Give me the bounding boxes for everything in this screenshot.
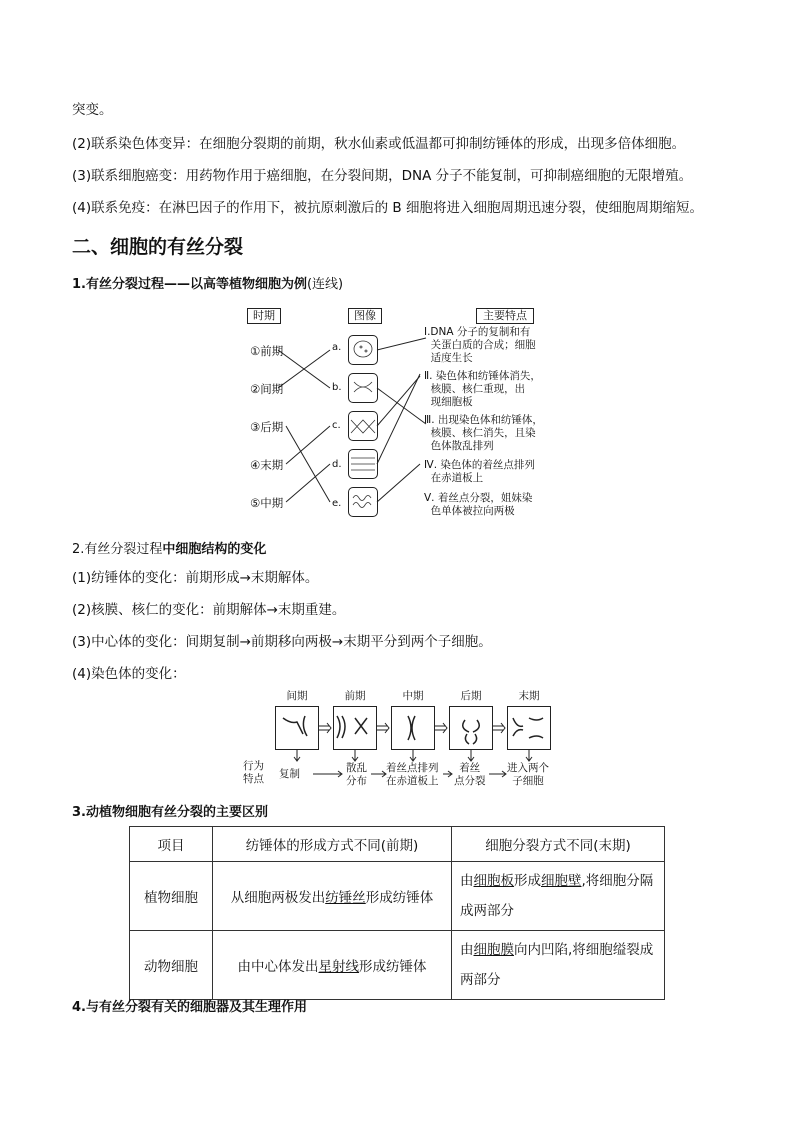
- table-row: [130, 862, 665, 931]
- paragraph-chromosome-variation: (2)联系染色体变异：在细胞分裂期的前期，秋水仙素或低温都可抑制纺锤体的形成，出现多倍体细胞。: [72, 136, 686, 152]
- table-header-spindle: 纺锤体的形成方式不同(前期): [213, 827, 452, 862]
- header-phase: 时期: [247, 308, 281, 324]
- behavior-align: 着丝点排列 在赤道板上: [386, 762, 439, 787]
- subheading-4-bold-2: 生理作用: [254, 1000, 307, 1015]
- stage-metaphase: ⑤中期: [250, 496, 284, 510]
- letter-e: e.: [332, 498, 342, 509]
- subheading-1-bold: 1.有丝分裂过程——以高等植物细胞为例: [72, 277, 307, 292]
- subheading-2: [72, 538, 266, 557]
- table-header-item: 项目: [130, 827, 213, 862]
- cell-text: 向内凹陷,将细胞缢裂成两部分: [460, 942, 654, 988]
- subheading-2-bold: 中细胞结构的变化: [162, 542, 267, 557]
- subheading-1-note: (连线): [306, 277, 344, 292]
- feature-4: Ⅳ. 染色体的着丝点排列 在赤道板上: [424, 459, 535, 484]
- paragraph-immunity: (4)联系免疫：在淋巴因子的作用下，被抗原刺激后的 B 细胞将进入细胞周期迅速分裂，使细胞周期缩短。: [72, 200, 703, 216]
- subheading-4-bold: 4.与有丝分裂有关的细胞器及其: [72, 1000, 255, 1015]
- phase-prophase: 前期: [344, 690, 366, 702]
- paragraph-continuation: 突变。: [72, 102, 113, 118]
- cell-underlined: 细胞壁: [541, 873, 582, 889]
- subheading-4: [72, 996, 307, 1015]
- cell-underlined: 纺锤丝: [325, 890, 366, 906]
- change-centrosome: (3)中心体的变化：间期复制→前期移向两极→末期平分到两个子细胞。: [72, 634, 492, 650]
- cell-text: 形成纺锤体: [365, 890, 434, 906]
- cell-image-d: [348, 449, 378, 479]
- subheading-1: [72, 273, 343, 292]
- cell-text: 由: [460, 942, 474, 958]
- change-chromosome: (4)染色体的变化：: [72, 666, 186, 682]
- subheading-3-bold: 3.动植物细胞有丝分裂的: [72, 805, 216, 820]
- chromosome-box-interphase: [275, 706, 319, 750]
- cell-image-c: [348, 411, 378, 441]
- behavior-replicate: 复制: [279, 768, 300, 780]
- phase-telophase: 末期: [518, 690, 540, 702]
- letter-a: a.: [332, 342, 342, 353]
- stage-prophase: ①前期: [250, 344, 284, 358]
- stage-interphase: ②间期: [250, 382, 284, 396]
- mitosis-matching-diagram: [230, 302, 570, 524]
- cell-image-e: [348, 487, 378, 517]
- cell-text: 由中心体发出: [237, 959, 319, 975]
- subheading-3: [72, 801, 268, 820]
- behavior-daughter: 进入两个 子细胞: [507, 762, 549, 787]
- chromosome-box-telophase: [507, 706, 551, 750]
- cell-underlined: 细胞板: [473, 873, 514, 889]
- letter-c: c.: [332, 420, 341, 431]
- cell-underlined: 细胞膜: [473, 942, 514, 958]
- phase-anaphase: 后期: [460, 690, 482, 702]
- table-cell-division: [452, 931, 665, 1000]
- table-cell-item: 植物细胞: [130, 862, 213, 931]
- stage-telophase: ④末期: [250, 458, 284, 472]
- chromosome-box-anaphase: [449, 706, 493, 750]
- paragraph-cell-cancer: (3)联系细胞癌变：用药物作用于癌细胞，在分裂间期，DNA 分子不能复制，可抑制癌细胞的无限增殖。: [72, 168, 693, 184]
- cell-text: 形成纺锤体: [359, 959, 427, 975]
- change-spindle: (1)纺锤体的变化：前期形成→末期解体。: [72, 570, 319, 586]
- cell-text: 由: [460, 873, 474, 889]
- phase-metaphase: 中期: [402, 690, 424, 702]
- header-features: 主要特点: [476, 308, 534, 324]
- chromosome-box-metaphase: [391, 706, 435, 750]
- table-row: [130, 931, 665, 1000]
- table-cell-item: 动物细胞: [130, 931, 213, 1000]
- section-title: 二、细胞的有丝分裂: [72, 236, 244, 258]
- cell-text: 从细胞两极发出: [230, 890, 326, 906]
- behavior-row-label: 行为 特点: [243, 760, 264, 785]
- table-cell-spindle: [213, 931, 452, 1000]
- table-cell-division: [452, 862, 665, 931]
- subheading-2-part: 2.有丝分裂过程: [72, 542, 163, 557]
- change-nuclear-membrane: (2)核膜、核仁的变化：前期解体→末期重建。: [72, 602, 346, 618]
- table-header-row: [130, 827, 665, 862]
- letter-d: d.: [332, 459, 342, 470]
- cell-text: ,将细胞分隔成两部分: [460, 873, 654, 919]
- cell-image-b: [348, 373, 378, 403]
- table-header-division: 细胞分裂方式不同(末期): [452, 827, 665, 862]
- letter-b: b.: [332, 382, 342, 393]
- cell-underlined: 星射线: [318, 959, 359, 975]
- feature-3: Ⅲ. 出现染色体和纺锤体， 核膜、核仁消失，且染 色体散乱排列: [424, 414, 543, 452]
- comparison-table: [129, 826, 665, 1000]
- stage-anaphase: ③后期: [250, 420, 284, 434]
- table-cell-spindle: [213, 862, 452, 931]
- header-image: 图像: [348, 308, 382, 324]
- behavior-scattered: 散乱 分布: [346, 762, 367, 787]
- behavior-split: 着丝 点分裂: [454, 762, 486, 787]
- cell-text: 形成: [514, 873, 541, 889]
- chromosome-box-prophase: [333, 706, 377, 750]
- phase-interphase: 间期: [286, 690, 308, 702]
- feature-5: Ⅴ. 着丝点分裂，姐妹染 色单体被拉向两极: [424, 492, 533, 517]
- cell-image-a: [348, 335, 378, 365]
- subheading-3-bold-2: 主要区别: [215, 805, 268, 820]
- feature-1: Ⅰ.DNA 分子的复制和有 关蛋白质的合成；细胞 适度生长: [424, 326, 536, 364]
- chromosome-change-diagram: [243, 688, 573, 793]
- feature-2: Ⅱ. 染色体和纺锤体消失， 核膜、核仁重现，出 现细胞板: [424, 370, 541, 408]
